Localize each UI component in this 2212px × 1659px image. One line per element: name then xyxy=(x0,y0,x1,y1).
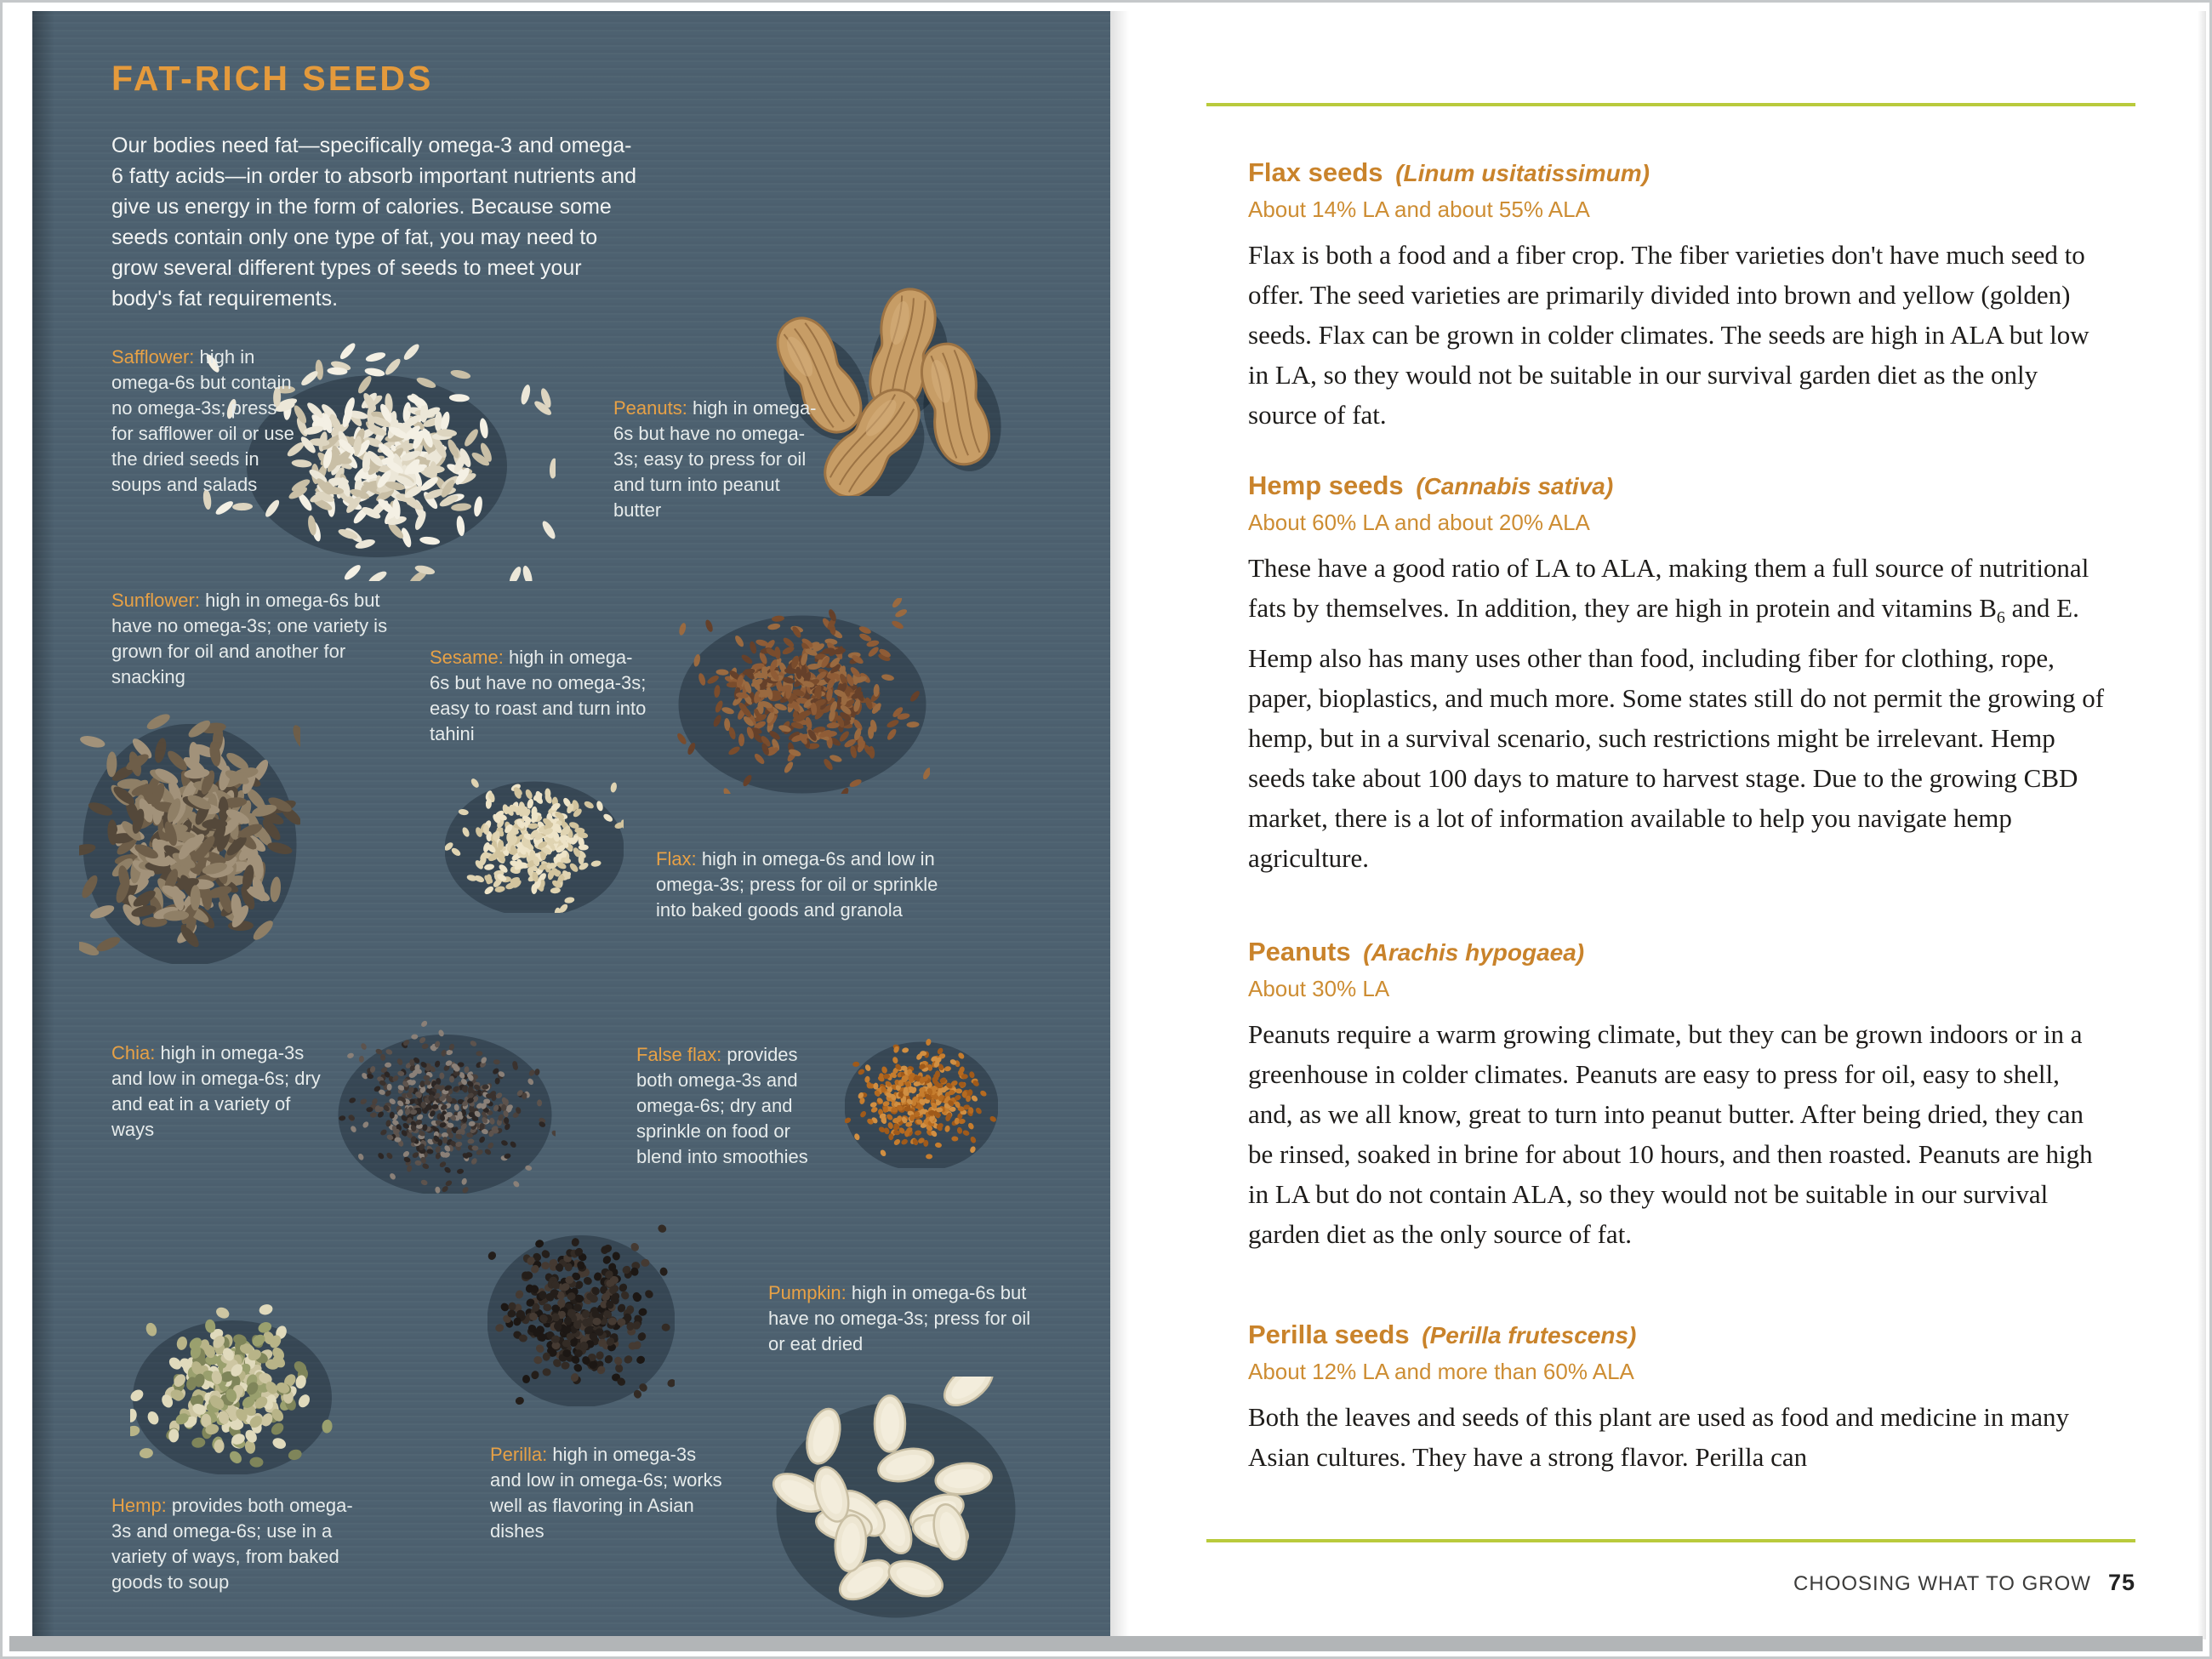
pumpkin-seeds-photo xyxy=(768,1377,1023,1623)
section-heading xyxy=(1248,1320,2107,1350)
page-footer xyxy=(1206,1570,2135,1596)
seed-name: Sesame: xyxy=(430,647,504,668)
seed-name: Flax: xyxy=(656,848,697,869)
latin-name: (Linum usitatissimum) xyxy=(1395,160,1650,186)
section-body: These have a good ratio of LA to ALA, making them a full source of nutritional fats by themselves. In addition, they are high in protein and vitamins $B_6$ and E. Hemp also has many uses other than food, including fiber for clothing, rope, paper, bioplastics, and much more. Some states still do not permit the growing of hemp, but in a survival scenario, such restrictions might be irrelevant. Hemp seeds take about 100 days to mature to harvest stage. Due to the growing CBD market, there is a lot of information available to help you navigate hemp agriculture. xyxy=(1248,553,2105,874)
seed-label-sesame xyxy=(430,645,649,747)
seed-description: high in omega-3s and low in omega-6s; works well as flavoring in Asian dishes xyxy=(490,1444,722,1542)
section-heading xyxy=(1248,470,2107,501)
seed-description: provides both omega-3s and omega-6s; use in a variety of ways, from baked goods to soup xyxy=(111,1495,353,1593)
seed-description: high in omega-6s but contain no omega-3s; press for safflower oil or use the dried seeds in soups and salads xyxy=(111,346,294,495)
left-page xyxy=(32,11,1110,1639)
false-flax-seeds-photo xyxy=(845,1028,998,1168)
intro-paragraph: Our bodies need fat—specifically omega-3 and omega-6 fatty acids—in order to absorb important nutrients and give us energy in the form of calories. Because some seeds contain only one type of fat, you may need to grow several different types of seeds to meet your body's fat requirements. xyxy=(111,134,636,311)
seed-description: high in omega-3s and low in omega-6s; dry and eat in a variety of ways xyxy=(111,1042,321,1140)
seed-name: Perilla: xyxy=(490,1444,548,1465)
latin-name: (Arachis hypogaea) xyxy=(1363,939,1585,966)
seed-name: False flax: xyxy=(636,1044,722,1065)
section-heading xyxy=(1248,157,2107,188)
fat-content-subhead: About 30% LA xyxy=(1248,976,1390,1001)
sesame-seeds-photo xyxy=(445,768,624,913)
page-number: 75 xyxy=(2107,1570,2135,1595)
section-body: Peanuts require a warm growing climate, but they can be grown indoors or in a greenhouse in colder climates. Peanuts are easy to press for oil, easy to shell, and, as we all know, great to turn into peanut butter. After being dried, they can be rinsed, soaked in brine for about 10 hours, and then roasted. Peanuts are high in LA but do not contain ALA, so they would not be suitable in our survival garden diet as the only source of fat. xyxy=(1248,1019,2093,1249)
seed-label-safflower xyxy=(111,345,297,498)
section-heading xyxy=(1248,937,2107,967)
top-rule xyxy=(1206,103,2135,106)
seed-label-hemp xyxy=(111,1493,368,1595)
seed-label-flax xyxy=(656,847,944,923)
seed-label-pumpkin xyxy=(768,1280,1042,1357)
section-title: Perilla seeds xyxy=(1248,1320,1410,1349)
section-body: Both the leaves and seeds of this plant are used as food and medicine in many Asian cultures. They have a strong flavor. Perilla can xyxy=(1248,1402,2070,1472)
seed-label-sunflower xyxy=(111,588,391,690)
seed-label-perilla xyxy=(490,1442,727,1544)
perilla-seeds-photo xyxy=(487,1219,675,1406)
seed-label-false-flax xyxy=(636,1042,839,1170)
seed-label-chia xyxy=(111,1040,326,1143)
bottom-rule xyxy=(1206,1539,2135,1542)
seed-description: high in omega-6s but have no omega-3s; easy to roast and turn into tahini xyxy=(430,647,647,744)
section-flax-seeds xyxy=(1248,157,2107,435)
fat-content-subhead: About 60% LA and about 20% ALA xyxy=(1248,510,1590,535)
seed-name: Peanuts: xyxy=(613,397,687,419)
page-bottom-edge xyxy=(9,1636,2203,1651)
flax-seeds-photo xyxy=(675,598,930,794)
seed-label-peanuts xyxy=(613,396,828,523)
fat-content-subhead: About 12% LA and more than 60% ALA xyxy=(1248,1359,1634,1384)
seed-name: Chia: xyxy=(111,1042,156,1063)
seed-name: Hemp: xyxy=(111,1495,167,1516)
seed-description: high in omega-6s but have no omega-3s; press for oil or eat dried xyxy=(768,1282,1031,1354)
sunflower-seeds-photo xyxy=(79,709,300,964)
section-body: Flax is both a food and a fiber crop. The fiber varieties don't have much seed to offer. The seed varieties are primarily divided into brown and yellow (golden) seeds. Flax can be grown in colder climates. The seeds are high in ALA but low in LA, so they would not be suitable in our survival garden diet as the only source of fat. xyxy=(1248,240,2089,430)
hemp-seeds-photo xyxy=(130,1304,334,1474)
section-perilla-seeds xyxy=(1248,1320,2107,1477)
right-page xyxy=(1110,11,2206,1639)
latin-name: (Perilla frutescens) xyxy=(1422,1322,1637,1348)
section-hemp-seeds xyxy=(1248,470,2107,878)
seed-name: Safflower: xyxy=(111,346,195,368)
chia-seeds-photo xyxy=(334,1019,556,1194)
page-title: FAT-RICH SEEDS xyxy=(111,59,434,98)
seed-description: high in omega-6s but have no omega-3s; one variety is grown for oil and another for snacking xyxy=(111,590,388,687)
seed-description: provides both omega-3s and omega-6s; dry and sprinkle on food or blend into smoothies xyxy=(636,1044,808,1167)
latin-name: (Cannabis sativa) xyxy=(1416,473,1614,499)
section-title: Hemp seeds xyxy=(1248,470,1404,500)
running-head: CHOOSING WHAT TO GROW xyxy=(1793,1572,2091,1595)
fat-content-subhead: About 14% LA and about 55% ALA xyxy=(1248,197,1590,222)
section-peanuts xyxy=(1248,937,2107,1254)
seed-description: high in omega-6s but have no omega-3s; easy to press for oil and turn into peanut butter xyxy=(613,397,817,521)
seed-name: Pumpkin: xyxy=(768,1282,847,1303)
seed-name: Sunflower: xyxy=(111,590,200,611)
section-title: Flax seeds xyxy=(1248,157,1383,187)
section-title: Peanuts xyxy=(1248,937,1351,966)
seed-description: high in omega-6s and low in omega-3s; press for oil or sprinkle into baked goods and granola xyxy=(656,848,938,921)
